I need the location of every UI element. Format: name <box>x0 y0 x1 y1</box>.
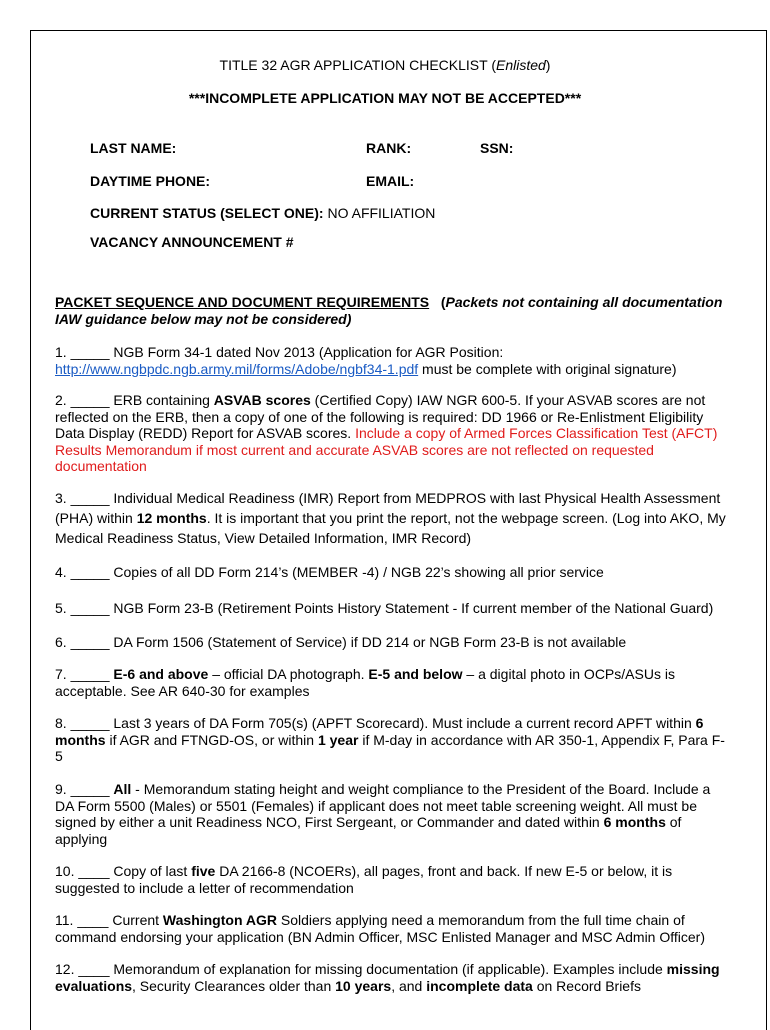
last-name-label: LAST NAME: <box>90 140 177 156</box>
checklist-item-6: 6. _____ DA Form 1506 (Statement of Service) if DD 214 or NGB Form 23-B is not available <box>55 634 627 650</box>
incomplete-warning: ***INCOMPLETE APPLICATION MAY NOT BE ACCEPTED*** <box>188 90 582 106</box>
email-label: EMAIL: <box>366 173 415 189</box>
vacancy-announcement-label: VACANCY ANNOUNCEMENT # <box>90 234 294 250</box>
checklist-item-9: 9. _____ All - Memorandum stating height and weight compliance to the President of the Board. Include a DA Form 5500 (Males) or 5501 (Females) if applicant does not meet table screening weight. All must be signed by either a unit Readiness NCO, First Sergeant, or Commander and dated within 6 months of applying <box>55 781 711 847</box>
checklist-item-3: 3. _____ Individual Medical Readiness (IMR) Report from MEDPROS with last Physical Health Assessment (PHA) within 12 months. It is important that you print the report, not the webpage screen. (Log into AKO, My Medical Readiness Status, View Detailed Information, IMR Record) <box>55 490 726 546</box>
daytime-phone-label: DAYTIME PHONE: <box>90 173 211 189</box>
rank-label: RANK: <box>366 140 412 156</box>
ssn-label: SSN: <box>480 140 514 156</box>
form-title: TITLE 32 AGR APPLICATION CHECKLIST (Enlisted) <box>219 57 551 73</box>
current-status-value[interactable]: NO AFFILIATION <box>323 205 436 221</box>
packet-sequence-heading: PACKET SEQUENCE AND DOCUMENT REQUIREMENTS (Packets not containing all documentation <box>55 294 723 310</box>
checklist-item-7: 7. _____ E-6 and above – official DA photograph. E-5 and below – a digital photo in OCPs/ASUs is acceptable. See AR 640-30 for examples <box>55 666 675 699</box>
checklist-item-8: 8. _____ Last 3 years of DA Form 705(s) (APFT Scorecard). Must include a current record APFT within 6 months if AGR and FTNGD-OS, or within 1 year if M-day in accordance with AR 350-1, Appendix F, Para F-5 <box>55 715 725 764</box>
current-status-label: CURRENT STATUS (SELECT ONE): <box>90 205 324 221</box>
checklist-item-11: 11. ____ Current Washington AGR Soldiers applying need a memorandum from the full time chain of command endorsing your application (BN Admin Officer, MSC Enlisted Manager and MSC Admin Officer) <box>55 912 705 945</box>
current-status-field[interactable] <box>90 205 435 221</box>
checklist-item-5: 5. _____ NGB Form 23-B (Retirement Points History Statement - If current member of the National Guard) <box>55 600 714 616</box>
checklist-item-10: 10. ____ Copy of last five DA 2166-8 (NCOERs), all pages, front and back. If new E-5 or below, it is suggested to include a letter of recommendation <box>55 863 673 896</box>
checklist-item-1: 1. _____ NGB Form 34-1 dated Nov 2013 (Application for AGR Position: http://www.ngbpdc.ngb.army.mil/forms/Adobe/ngbf34-1.pdf must be complete with original signature) <box>55 344 677 377</box>
checklist-item-4: 4. _____ Copies of all DD Form 214’s (MEMBER -4) / NGB 22’s showing all prior service <box>55 564 604 580</box>
checklist-item-2: 2. _____ ERB containing ASVAB scores (Certified Copy) IAW NGR 600-5. If your ASVAB scores are not reflected on the ERB, then a copy of one of the following is required: DD 1966 or Re-Enlistment Eligibility Data Display (REDD) Report for ASVAB scores. Include a copy of Armed Forces Classification Test (AFCT) Results Memorandum if most current and accurate ASVAB scores are not reflected on requested documentation <box>55 392 718 474</box>
checklist-item-12: 12. ____ Memorandum of explanation for missing documentation (if applicable). Examples include missing evaluations, Security Clearances older than 10 years, and incomplete data on Record Briefs <box>55 961 720 994</box>
ngb-form-34-1-link[interactable]: http://www.ngbpdc.ngb.army.mil/forms/Adobe/ngbf34-1.pdf <box>55 360 419 377</box>
packet-sequence-note: IAW guidance below may not be considered) <box>55 311 352 327</box>
